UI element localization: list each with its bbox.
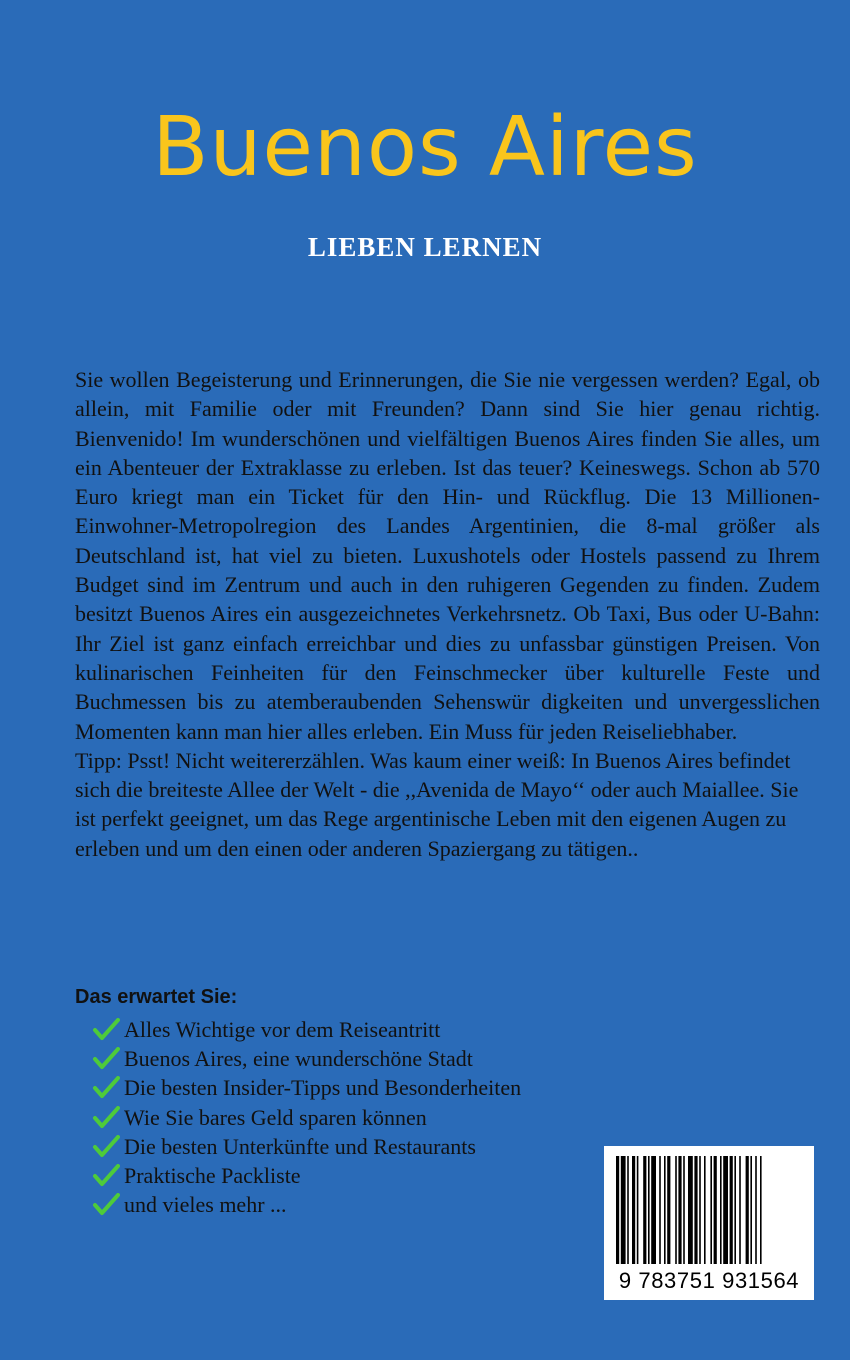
- checkmark-icon: [92, 1047, 120, 1071]
- barcode-bar: [704, 1156, 706, 1264]
- barcode-bar: [755, 1156, 757, 1264]
- checkmark-icon: [92, 1135, 120, 1159]
- barcode-bar: [746, 1156, 749, 1264]
- barcode-bar: [659, 1156, 661, 1264]
- benefit-item: [92, 1103, 652, 1132]
- barcode-bar: [699, 1156, 701, 1264]
- benefit-item: [92, 1191, 652, 1220]
- barcode-bar: [723, 1156, 728, 1264]
- barcode-bar: [734, 1156, 736, 1264]
- book-subtitle: LIEBEN LERNEN: [307, 232, 543, 262]
- checkmark-icon: [92, 1106, 120, 1130]
- benefit-item: [92, 1074, 652, 1103]
- isbn-number: 9 783751 931564: [618, 1268, 800, 1293]
- benefit-item: [92, 1015, 652, 1044]
- book-title: Buenos Aires: [152, 100, 698, 195]
- barcode-bar: [627, 1156, 629, 1264]
- benefit-item: [92, 1044, 652, 1073]
- benefit-label: Wie Sie bares Geld sparen können: [124, 1104, 427, 1130]
- benefit-item: [92, 1161, 652, 1190]
- barcode-bar: [675, 1156, 677, 1264]
- benefits-list: [92, 1015, 652, 1220]
- checkmark-icon: [92, 1018, 120, 1042]
- barcode-bar: [667, 1156, 670, 1264]
- barcode-bar: [621, 1156, 626, 1264]
- barcode-bar: [688, 1156, 693, 1264]
- blurb-text: [75, 365, 820, 863]
- blurb-main-paragraph: Sie wollen Begeisterung und Erinnerungen, die Sie nie vergessen werden? Egal, ob allein, mit Familie oder mit Freunden? Dann sind Sie hier genau richtig. Bienvenido! Im wunderschönen und vielfältigen Buenos Aires finden Sie alles, um ein Abenteuer der Extraklasse zu erleben. Ist das teuer? Keineswegs. Schon ab 570 Euro kriegt man ein Ticket für den Hin- und Rückflug. Die 13 Millionen-Einwohner-Metropolregion des Landes Argentinien, die 8-mal größer als Deutschland ist, hat viel zu bieten. Luxushotels oder Hostels passend zu Ihrem Budget sind im Zentrum und auch in den ruhigeren Gegenden zu finden. Zudem besitzt Buenos Aires ein ausgezeichnetes Verkehrsnetz. Ob Taxi, Bus oder U-Bahn: Ihr Ziel ist ganz einfach erreichbar und dies zu unfassbar günstigen Preisen. Von kulinarischen Feinheiten für den Feinschmecker über kulturelle Feste und Buchmessen bis zu atemberaubenden Sehenswür digkeiten und unvergesslichen Momenten kann man hier alles erleben. Ein Muss für jeden Reiseliebhaber.: [75, 367, 820, 744]
- barcode-bar: [739, 1156, 741, 1264]
- barcode-bar: [616, 1156, 619, 1264]
- barcode-bar: [678, 1156, 681, 1264]
- barcode-bar: [643, 1156, 646, 1264]
- barcode-bar: [750, 1156, 752, 1264]
- benefit-label: Buenos Aires, eine wunderschöne Stadt: [124, 1045, 473, 1071]
- benefit-label: Praktische Packliste: [124, 1163, 301, 1189]
- benefit-label: Alles Wichtige vor dem Reiseantritt: [124, 1016, 441, 1042]
- barcode-bar: [648, 1156, 650, 1264]
- benefit-label: Die besten Insider-Tipps und Besonderheiten: [124, 1075, 522, 1101]
- barcode-bar: [683, 1156, 685, 1264]
- benefits-heading: Das erwartet Sie:: [75, 986, 238, 1008]
- barcode-bar: [730, 1156, 733, 1264]
- barcode-bar: [637, 1156, 639, 1264]
- barcode-bar: [714, 1156, 717, 1264]
- benefit-label: Die besten Unterkünfte und Restaurants: [124, 1133, 476, 1159]
- barcode-bar: [760, 1156, 762, 1264]
- barcode-bar: [651, 1156, 656, 1264]
- barcode: [604, 1146, 814, 1300]
- barcode-bar: [710, 1156, 712, 1264]
- checkmark-icon: [92, 1076, 120, 1100]
- barcode-bar: [664, 1156, 666, 1264]
- barcode-bar: [632, 1156, 635, 1264]
- benefit-item: [92, 1132, 652, 1161]
- blurb-tip-paragraph: Tipp: Psst! Nicht weitererzählen. Was kaum einer weiß: In Buenos Aires befindet sich die breiteste Allee der Welt - die ,,Avenida de Mayo‘‘ oder auch Maiallee. Sie ist perfekt geeignet, um das Rege argentinische Leben mit den eigenen Augen zu erleben und um den einen oder anderen Spaziergang zu tätigen..: [75, 747, 799, 861]
- checkmark-icon: [92, 1164, 120, 1188]
- checkmark-icon: [92, 1193, 120, 1217]
- barcode-bars-icon: [616, 1156, 802, 1264]
- benefit-label: und vieles mehr ...: [124, 1192, 287, 1218]
- barcode-bar: [694, 1156, 697, 1264]
- barcode-bar: [720, 1156, 722, 1264]
